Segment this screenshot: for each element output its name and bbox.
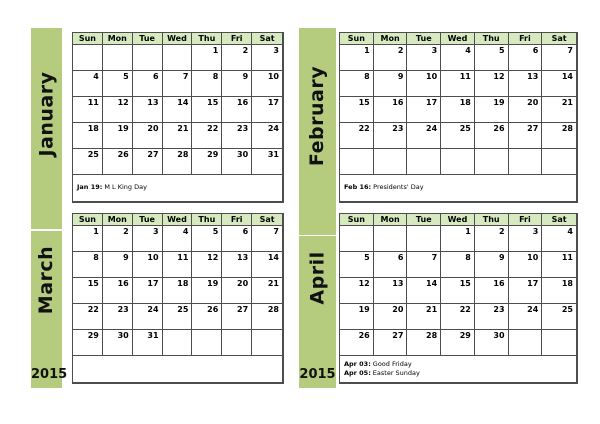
day-cell: 12 bbox=[340, 278, 374, 304]
day-cell: 9 bbox=[103, 252, 133, 278]
day-header-cell: Tue bbox=[407, 33, 441, 45]
day-cell: 9 bbox=[222, 71, 252, 97]
day-cell: 7 bbox=[542, 45, 576, 71]
day-cell: 4 bbox=[542, 226, 576, 252]
day-cell: 7 bbox=[407, 252, 441, 278]
day-cell: 5 bbox=[103, 71, 133, 97]
day-cell: 20 bbox=[374, 304, 408, 330]
day-cell: 25 bbox=[441, 123, 475, 149]
day-header-cell: Mon bbox=[103, 33, 133, 45]
day-cell: 18 bbox=[163, 278, 193, 304]
day-cell: 3 bbox=[252, 45, 282, 71]
day-cell: 9 bbox=[475, 252, 509, 278]
day-cell: 9 bbox=[374, 71, 408, 97]
day-cell: 25 bbox=[73, 149, 103, 175]
day-cell: 3 bbox=[509, 226, 543, 252]
day-cell: 16 bbox=[103, 278, 133, 304]
day-header-cell: Thu bbox=[192, 214, 222, 226]
day-cell: 2 bbox=[374, 45, 408, 71]
day-cell: 12 bbox=[192, 252, 222, 278]
day-cell: 29 bbox=[192, 149, 222, 175]
day-cell: 6 bbox=[133, 71, 163, 97]
day-cell: 22 bbox=[340, 123, 374, 149]
day-cell: 11 bbox=[73, 97, 103, 123]
day-cell: 26 bbox=[475, 123, 509, 149]
day-cell: 22 bbox=[192, 123, 222, 149]
day-cell: 12 bbox=[475, 71, 509, 97]
note-date: Apr 05: bbox=[344, 369, 371, 377]
day-cell: 27 bbox=[374, 330, 408, 356]
day-cell: 14 bbox=[252, 252, 282, 278]
year-label: 2015 bbox=[31, 367, 68, 382]
day-header-cell: Thu bbox=[475, 214, 509, 226]
day-cell: 1 bbox=[441, 226, 475, 252]
day-cell: 7 bbox=[163, 71, 193, 97]
day-header-cell: Thu bbox=[475, 33, 509, 45]
day-cell: 24 bbox=[252, 123, 282, 149]
day-cell: 23 bbox=[374, 123, 408, 149]
day-cell: 20 bbox=[222, 278, 252, 304]
day-cell: 4 bbox=[73, 71, 103, 97]
day-cell: 10 bbox=[509, 252, 543, 278]
day-cell: 16 bbox=[222, 97, 252, 123]
day-cell: 17 bbox=[252, 97, 282, 123]
day-cell: 2 bbox=[103, 226, 133, 252]
day-header-cell: Mon bbox=[103, 214, 133, 226]
day-cell: 11 bbox=[441, 71, 475, 97]
month-sidebar bbox=[299, 236, 336, 388]
day-cell: 13 bbox=[509, 71, 543, 97]
day-cell: 13 bbox=[222, 252, 252, 278]
day-cell: 8 bbox=[441, 252, 475, 278]
day-cell: 17 bbox=[407, 97, 441, 123]
day-header-cell: Sat bbox=[542, 33, 576, 45]
day-cell: 31 bbox=[133, 330, 163, 356]
day-cell: 17 bbox=[509, 278, 543, 304]
month-label: March bbox=[35, 245, 58, 314]
month-label: April bbox=[306, 251, 329, 305]
day-cell bbox=[407, 226, 441, 252]
day-cell: 20 bbox=[509, 97, 543, 123]
day-cell: 18 bbox=[73, 123, 103, 149]
day-cell: 16 bbox=[374, 97, 408, 123]
day-cell: 19 bbox=[475, 97, 509, 123]
day-cell: 28 bbox=[163, 149, 193, 175]
day-cell: 23 bbox=[222, 123, 252, 149]
day-cell: 18 bbox=[542, 278, 576, 304]
day-cell: 26 bbox=[192, 304, 222, 330]
day-cell: 14 bbox=[542, 71, 576, 97]
day-cell: 23 bbox=[475, 304, 509, 330]
day-cell: 12 bbox=[103, 97, 133, 123]
day-cell: 13 bbox=[133, 97, 163, 123]
day-cell: 14 bbox=[163, 97, 193, 123]
day-header-cell: Sat bbox=[252, 33, 282, 45]
day-header-cell: Wed bbox=[163, 33, 193, 45]
day-cell: 6 bbox=[509, 45, 543, 71]
day-cell bbox=[509, 330, 543, 356]
day-header-cell: Sun bbox=[73, 214, 103, 226]
day-cell: 25 bbox=[163, 304, 193, 330]
day-cell bbox=[340, 226, 374, 252]
day-cell: 30 bbox=[475, 330, 509, 356]
day-header-cell: Fri bbox=[509, 33, 543, 45]
day-cell: 11 bbox=[163, 252, 193, 278]
day-cell: 27 bbox=[509, 123, 543, 149]
day-cell: 10 bbox=[407, 71, 441, 97]
day-cell: 26 bbox=[340, 330, 374, 356]
day-header-cell: Fri bbox=[509, 214, 543, 226]
day-cell: 10 bbox=[133, 252, 163, 278]
month-label: January bbox=[35, 70, 58, 157]
day-cell: 24 bbox=[407, 123, 441, 149]
day-cell: 3 bbox=[407, 45, 441, 71]
day-cell: 6 bbox=[222, 226, 252, 252]
day-cell: 24 bbox=[509, 304, 543, 330]
day-cell: 29 bbox=[441, 330, 475, 356]
day-cell: 15 bbox=[192, 97, 222, 123]
day-cell: 6 bbox=[374, 252, 408, 278]
day-cell: 15 bbox=[73, 278, 103, 304]
day-cell: 31 bbox=[252, 149, 282, 175]
day-cell: 8 bbox=[192, 71, 222, 97]
note-date: Feb 16: bbox=[344, 183, 372, 192]
day-cell: 8 bbox=[340, 71, 374, 97]
day-cell: 15 bbox=[441, 278, 475, 304]
day-cell: 16 bbox=[475, 278, 509, 304]
calendar-table bbox=[339, 213, 578, 384]
day-cell: 22 bbox=[73, 304, 103, 330]
day-cell: 26 bbox=[103, 149, 133, 175]
day-cell: 15 bbox=[340, 97, 374, 123]
day-header-cell: Tue bbox=[133, 214, 163, 226]
day-cell: 18 bbox=[441, 97, 475, 123]
note-text: Good Friday bbox=[372, 359, 412, 368]
day-header-cell: Thu bbox=[192, 33, 222, 45]
day-cell: 10 bbox=[252, 71, 282, 97]
month-label: February bbox=[306, 65, 329, 166]
day-cell: 4 bbox=[441, 45, 475, 71]
day-cell: 4 bbox=[163, 226, 193, 252]
day-header-cell: Sun bbox=[73, 33, 103, 45]
day-cell: 22 bbox=[441, 304, 475, 330]
note-line bbox=[344, 361, 574, 368]
day-header-cell: Sat bbox=[252, 214, 282, 226]
day-cell: 2 bbox=[475, 226, 509, 252]
day-cell: 19 bbox=[192, 278, 222, 304]
day-header-cell: Mon bbox=[374, 33, 408, 45]
day-cell: 21 bbox=[163, 123, 193, 149]
note-text: M L King Day bbox=[104, 183, 147, 192]
day-cell: 29 bbox=[73, 330, 103, 356]
day-cell: 7 bbox=[252, 226, 282, 252]
day-cell: 13 bbox=[374, 278, 408, 304]
day-cell: 21 bbox=[252, 278, 282, 304]
day-cell: 5 bbox=[340, 252, 374, 278]
day-cell: 28 bbox=[407, 330, 441, 356]
day-header-cell: Tue bbox=[133, 33, 163, 45]
day-cell: 5 bbox=[192, 226, 222, 252]
day-header-cell: Sun bbox=[340, 214, 374, 226]
day-cell: 1 bbox=[192, 45, 222, 71]
day-header-cell: Wed bbox=[441, 33, 475, 45]
day-cell: 2 bbox=[222, 45, 252, 71]
day-cell: 14 bbox=[407, 278, 441, 304]
day-cell: 3 bbox=[133, 226, 163, 252]
day-cell bbox=[374, 226, 408, 252]
day-cell: 20 bbox=[133, 123, 163, 149]
day-cell bbox=[542, 330, 576, 356]
day-cell: 1 bbox=[340, 45, 374, 71]
day-cell: 24 bbox=[133, 304, 163, 330]
day-cell: 23 bbox=[103, 304, 133, 330]
note-date: Apr 03: bbox=[344, 359, 371, 368]
note-text: Presidents' Day bbox=[373, 183, 424, 192]
day-cell: 1 bbox=[73, 226, 103, 252]
day-header-cell: Wed bbox=[441, 214, 475, 226]
day-header-cell: Fri bbox=[222, 33, 252, 45]
day-cell: 30 bbox=[222, 149, 252, 175]
day-cell: 21 bbox=[407, 304, 441, 330]
day-cell: 19 bbox=[340, 304, 374, 330]
day-cell: 8 bbox=[73, 252, 103, 278]
day-header-cell: Sun bbox=[340, 33, 374, 45]
note-date: Jan 19: bbox=[77, 183, 103, 192]
day-cell: 28 bbox=[252, 304, 282, 330]
day-cell: 21 bbox=[542, 97, 576, 123]
day-cell: 25 bbox=[542, 304, 576, 330]
day-cell: 27 bbox=[222, 304, 252, 330]
day-cell: 11 bbox=[542, 252, 576, 278]
day-cell: 27 bbox=[133, 149, 163, 175]
day-header-cell: Mon bbox=[374, 214, 408, 226]
day-header-cell: Wed bbox=[163, 214, 193, 226]
day-header-cell: Tue bbox=[407, 214, 441, 226]
day-cell: 17 bbox=[133, 278, 163, 304]
notes-row bbox=[340, 356, 576, 382]
year-label: 2015 bbox=[299, 367, 336, 382]
day-cell: 5 bbox=[475, 45, 509, 71]
day-header-cell: Sat bbox=[542, 214, 576, 226]
note-line bbox=[344, 370, 574, 377]
note-text: Easter Sunday bbox=[372, 369, 420, 377]
day-cell: 19 bbox=[103, 123, 133, 149]
day-cell: 28 bbox=[542, 123, 576, 149]
day-header-cell: Fri bbox=[222, 214, 252, 226]
day-cell: 30 bbox=[103, 330, 133, 356]
